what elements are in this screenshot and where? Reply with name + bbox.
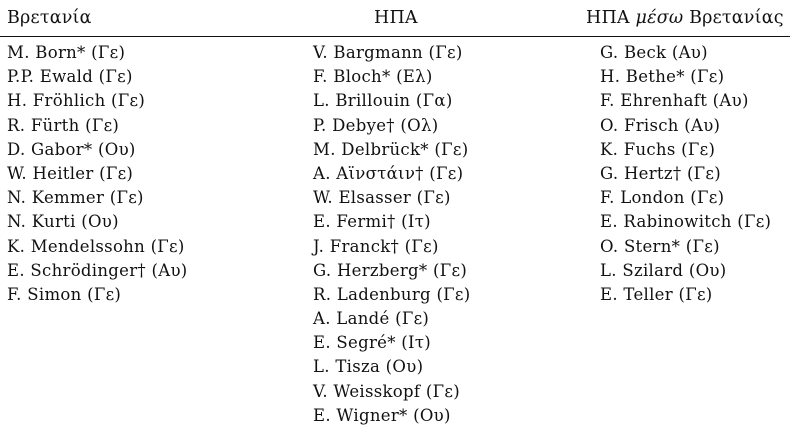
list-item: W. Elsasser (Γε) [313, 188, 451, 208]
list-item: M. Born* (Γε) [7, 43, 126, 62]
name-list-usa-via-britain [600, 41, 771, 307]
list-item: L. Brillouin (Γα) [313, 91, 453, 111]
header-country-text: Βρετανίας [689, 8, 784, 28]
list-item: N. Kurti (Ου) [7, 212, 119, 232]
header-rule [0, 36, 790, 37]
list-item: H. Fröhlich (Γε) [7, 91, 146, 111]
list-item: K. Fuchs (Γε) [600, 139, 716, 159]
list-item: R. Ladenburg (Γε) [313, 284, 471, 304]
name-list-britain [7, 41, 188, 307]
list-item: D. Gabor* (Ου) [7, 139, 136, 159]
column-header-usa: ΗΠΑ [374, 8, 418, 28]
list-item: K. Mendelssohn (Γε) [7, 236, 185, 256]
list-item: O. Stern* (Γε) [600, 236, 720, 256]
list-item: E. Teller (Γε) [600, 284, 713, 304]
list-item: E. Fermi† (Ιτ) [313, 212, 431, 232]
list-item: R. Fürth (Γε) [7, 115, 120, 135]
list-item: O. Frisch (Αυ) [600, 115, 721, 135]
list-item: G. Hertz† (Γε) [600, 163, 722, 183]
list-item: E. Schrödinger† (Αυ) [7, 260, 188, 280]
header-via-text: μέσω [635, 8, 684, 28]
list-item: G. Herzberg* (Γε) [313, 260, 468, 280]
list-item: H. Bethe* (Γε) [600, 67, 725, 87]
list-item: L. Szilard (Ου) [600, 260, 727, 280]
list-item: P. Debye† (Ολ) [313, 115, 439, 135]
column-header-usa-via-britain [586, 8, 784, 28]
list-item: V. Bargmann (Γε) [313, 43, 463, 62]
list-item: E. Segré* (Ιτ) [313, 333, 432, 353]
header-main-text: ΗΠΑ [586, 8, 630, 28]
name-list-usa [313, 41, 471, 428]
list-item: V. Weisskopf (Γε) [313, 381, 460, 401]
list-item: W. Heitler (Γε) [7, 163, 134, 183]
list-item: P.P. Ewald (Γε) [7, 67, 133, 87]
list-item: G. Beck (Αυ) [600, 43, 708, 62]
list-item: M. Delbrück* (Γε) [313, 139, 469, 159]
column-header-britain: Βρετανία [7, 8, 92, 28]
list-item: E. Wigner* (Ου) [313, 405, 451, 425]
list-item: N. Kemmer (Γε) [7, 188, 144, 208]
list-item: A. Αϊνστάιν† (Γε) [313, 163, 464, 183]
list-item: J. Franck† (Γε) [313, 236, 439, 256]
list-item: E. Rabinowitch (Γε) [600, 212, 772, 232]
list-item: F. Bloch* (Ελ) [313, 67, 433, 87]
list-item: L. Tisza (Ου) [313, 357, 424, 377]
list-item: F. Simon (Γε) [7, 284, 122, 304]
list-item: F. Ehrenhaft (Αυ) [600, 91, 749, 111]
list-item: F. London (Γε) [600, 188, 725, 208]
list-item: A. Landé (Γε) [313, 309, 430, 329]
